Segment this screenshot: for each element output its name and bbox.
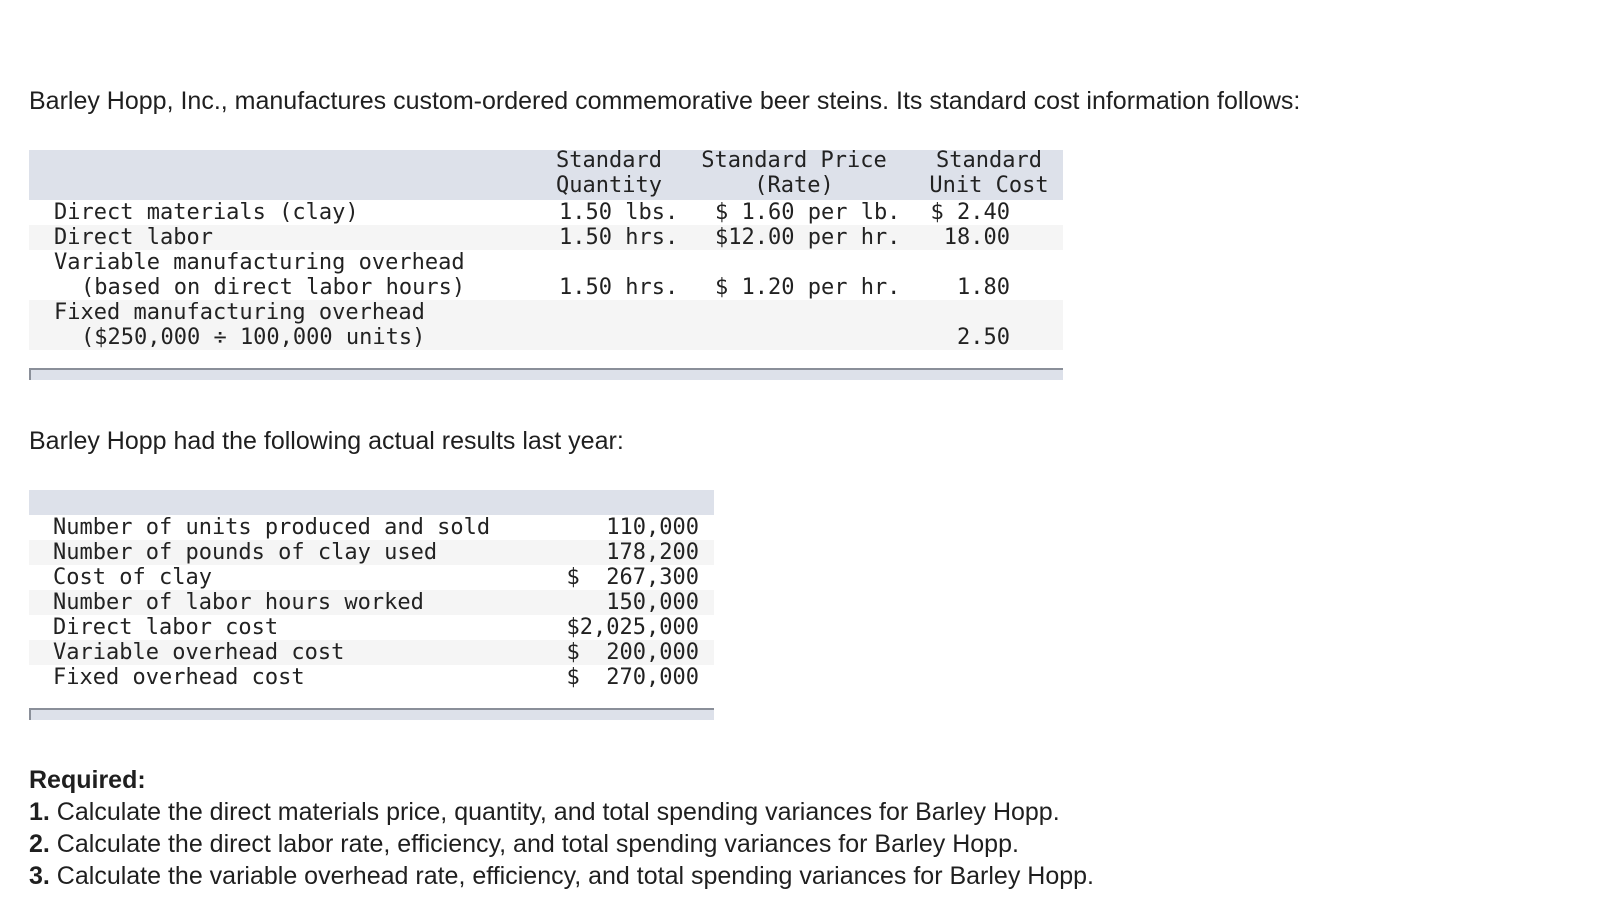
row-materials-cost: $ 2.40	[930, 200, 1010, 225]
act-row-label: Direct labor cost	[53, 615, 279, 640]
required-section	[29, 764, 1094, 892]
row-materials-price: $ 1.60 per lb.	[715, 200, 901, 225]
act-row-value: $ 270,000	[566, 665, 699, 690]
act-row-label: Fixed overhead cost	[53, 665, 305, 690]
row-labor-label: Direct labor	[54, 225, 213, 250]
act-row-value: 150,000	[606, 590, 699, 615]
act-row-label: Number of pounds of clay used	[53, 540, 438, 565]
required-item-number: 2.	[29, 830, 50, 858]
required-item-number: 3.	[29, 862, 50, 890]
act-table-header-band	[29, 490, 714, 515]
standard-cost-table	[29, 150, 1063, 380]
act-row-value: 178,200	[606, 540, 699, 565]
row-labor-cost: 18.00	[943, 225, 1010, 250]
row-variable-overhead-price: $ 1.20 per hr.	[715, 275, 901, 300]
row-variable-overhead-cost: 1.80	[957, 275, 1010, 300]
row-fixed-overhead-label-line2: ($250,000 ÷ 100,000 units)	[81, 325, 426, 350]
row-fixed-overhead-cost: 2.50	[957, 325, 1010, 350]
act-row-label: Number of units produced and sold	[53, 515, 491, 540]
act-row-label: Variable overhead cost	[53, 640, 345, 665]
required-item-text: Calculate the variable overhead rate, efficiency, and total spending variances for Barley Hopp.	[49, 862, 1094, 890]
act-row-label: Cost of clay	[53, 565, 212, 590]
intro-paragraph: Barley Hopp, Inc., manufactures custom-ordered commemorative beer steins. Its standard cost information follows:	[29, 87, 1301, 115]
actual-results-paragraph: Barley Hopp had the following actual results last year:	[29, 427, 624, 455]
required-item-text: Calculate the direct materials price, quantity, and total spending variances for Barley Hopp.	[49, 798, 1060, 826]
header-standard-price-line1: Standard Price	[701, 148, 887, 173]
required-item	[29, 860, 1094, 892]
required-item	[29, 796, 1094, 828]
row-labor-quantity: 1.50 hrs.	[559, 225, 679, 250]
required-item-number: 1.	[29, 798, 50, 826]
actual-results-table	[29, 490, 714, 720]
row-variable-overhead-label-line2: (based on direct labor hours)	[81, 275, 466, 300]
header-standard-quantity-line2: Quantity	[556, 173, 662, 198]
required-title: Required:	[29, 766, 146, 794]
row-fixed-overhead-label-line1: Fixed manufacturing overhead	[54, 300, 425, 325]
act-row-value: $2,025,000	[566, 615, 699, 640]
required-item	[29, 828, 1094, 860]
std-table-footer-rule	[29, 368, 1063, 380]
row-materials-quantity: 1.50 lbs.	[559, 200, 679, 225]
row-variable-overhead-label-line1: Variable manufacturing overhead	[54, 250, 465, 275]
required-item-text: Calculate the direct labor rate, efficiency, and total spending variances for Barley Hopp.	[49, 830, 1019, 858]
header-standard-unit-cost-line2: Unit Cost	[929, 173, 1049, 198]
act-row-value: $ 200,000	[566, 640, 699, 665]
act-table-footer-rule	[29, 708, 714, 720]
act-row-label: Number of labor hours worked	[53, 590, 424, 615]
header-standard-unit-cost-line1: Standard	[936, 148, 1042, 173]
act-row-value: 110,000	[606, 515, 699, 540]
header-standard-quantity-line1: Standard	[556, 148, 662, 173]
header-standard-price-line2: (Rate)	[754, 173, 834, 198]
row-variable-overhead-quantity: 1.50 hrs.	[559, 275, 679, 300]
row-labor-price: $12.00 per hr.	[715, 225, 901, 250]
act-row-value: $ 267,300	[566, 565, 699, 590]
row-materials-label: Direct materials (clay)	[54, 200, 359, 225]
